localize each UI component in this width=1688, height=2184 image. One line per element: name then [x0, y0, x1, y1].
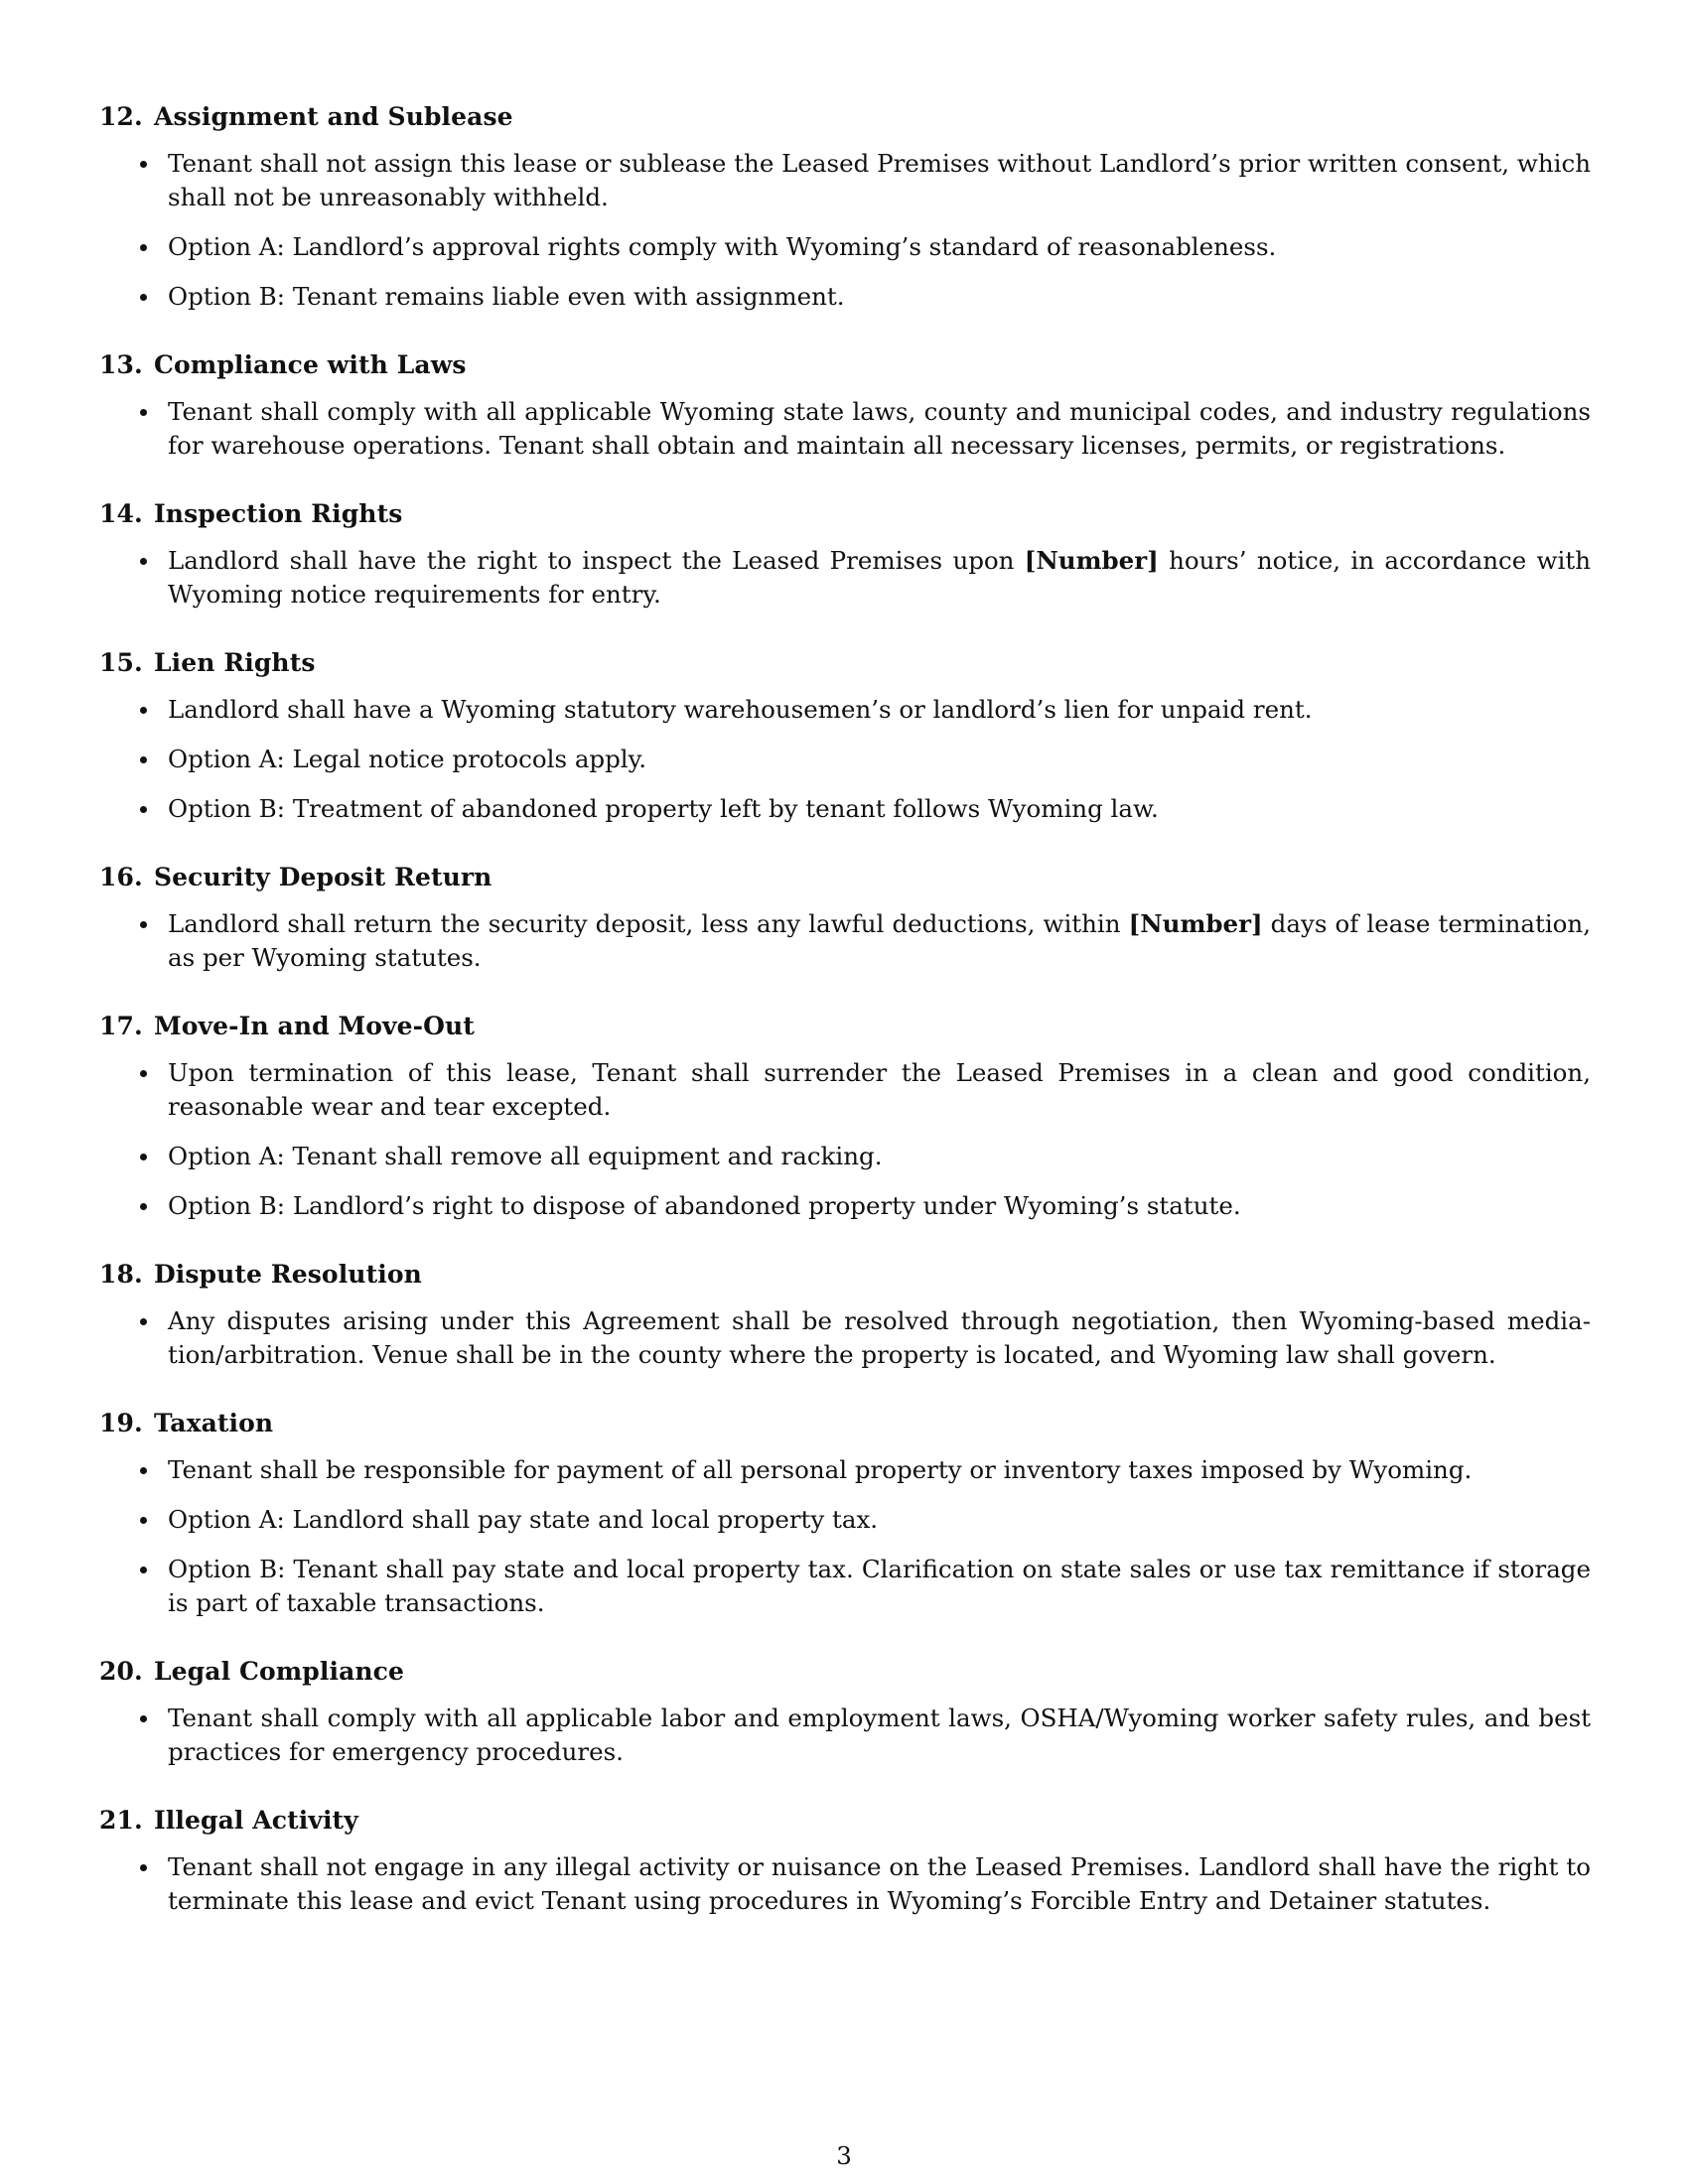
bullet-text: Option B: Tenant shall pay state and local property tax. Clarification on state sales or use tax remittance if storage is part of taxable transactions. — [168, 1555, 1591, 1617]
document-body — [99, 99, 1591, 1952]
bullet-text: Tenant shall comply with all applicable Wyoming state laws, county and municipal codes, and industry regulations for warehouse operations. Tenant shall obtain and maintain all necessary licenses, permits, or registrations. — [168, 397, 1591, 460]
bullet-text: hours’ notice, in accordance with Wyoming notice requirements for entry. — [168, 546, 1591, 609]
clause-bullet-item — [99, 1304, 1591, 1372]
clause-number: 15. — [99, 648, 143, 677]
bullet-text: Option B: Treatment of abandoned property left by tenant follows Wyoming law. — [168, 794, 1159, 823]
clause-bullet-item — [99, 544, 1591, 612]
clause-heading — [99, 1009, 1591, 1044]
bullet-text: Option B: Tenant remains liable even with assignment. — [168, 282, 845, 311]
clause-number: 17. — [99, 1012, 143, 1040]
bullet-text: Tenant shall not engage in any illegal activity or nuisance on the Leased Premises. Landlord shall have the right to terminate this lease and evict Tenant using procedures in Wyoming’s Forcible Entry and Detainer statutes. — [168, 1852, 1591, 1915]
clause-bullet-item — [99, 1553, 1591, 1620]
clause-heading — [99, 1406, 1591, 1441]
clause-bullet-item — [99, 1453, 1591, 1487]
clause-title: Compliance with Laws — [154, 350, 467, 379]
clause-bullet-item — [99, 1702, 1591, 1769]
clause-title: Security Deposit Return — [154, 863, 492, 891]
clause-bullet-item — [99, 907, 1591, 975]
clause-heading — [99, 645, 1591, 681]
clause-section — [99, 1406, 1591, 1620]
clause-bullet-item — [99, 1503, 1591, 1537]
clause-section — [99, 645, 1591, 826]
clause-bullet-list — [99, 693, 1591, 826]
clause-bullet-item — [99, 1140, 1591, 1173]
bullet-text: Tenant shall not assign this lease or sublease the Leased Premises without Landlord’s prior written consent, which shall not be unreasonably withheld. — [168, 149, 1591, 211]
bullet-text: Landlord shall have a Wyoming statutory warehousemen’s or landlord’s lien for unpaid rent. — [168, 695, 1313, 724]
clause-bullet-list — [99, 147, 1591, 314]
clause-title: Taxation — [154, 1409, 274, 1437]
clause-bullet-item — [99, 1056, 1591, 1124]
clause-bullet-item — [99, 1189, 1591, 1223]
bullet-text: Option A: Tenant shall remove all equipment and racking. — [168, 1142, 883, 1170]
clause-number: 13. — [99, 350, 143, 379]
clause-section — [99, 1257, 1591, 1372]
clause-bullet-item — [99, 693, 1591, 727]
clause-bullet-item — [99, 792, 1591, 826]
clause-title: Illegal Activity — [154, 1806, 358, 1835]
clause-section — [99, 860, 1591, 975]
clause-bullet-item — [99, 743, 1591, 776]
clause-heading — [99, 496, 1591, 532]
bullet-text: Option B: Landlord’s right to dispose of abandoned property under Wyoming’s statute. — [168, 1191, 1241, 1220]
clause-heading — [99, 99, 1591, 135]
clause-heading — [99, 860, 1591, 895]
clause-title: Assignment and Sublease — [154, 102, 513, 131]
clause-bullet-item — [99, 147, 1591, 214]
clause-number: 16. — [99, 863, 143, 891]
bullet-text: Landlord shall have the right to inspect the Leased Premises upon — [168, 546, 1025, 575]
clause-section — [99, 496, 1591, 612]
clause-section — [99, 1009, 1591, 1223]
bullet-text: Tenant shall comply with all applicable labor and employment laws, OSHA/Wyoming worker safety rules, and best practices for emergency procedures. — [168, 1704, 1591, 1766]
clause-number: 14. — [99, 499, 143, 528]
clause-heading — [99, 347, 1591, 383]
bullet-text: Landlord shall return the security deposit, less any lawful deductions, within — [168, 909, 1129, 938]
clause-bullet-list — [99, 1702, 1591, 1769]
clause-bullet-list — [99, 1056, 1591, 1223]
clause-title: Move-In and Move-Out — [154, 1012, 475, 1040]
clause-bullet-list — [99, 1453, 1591, 1620]
clause-heading — [99, 1654, 1591, 1690]
clause-number: 18. — [99, 1260, 143, 1289]
clause-bullet-item — [99, 280, 1591, 314]
bullet-text: Tenant shall be responsible for payment of all personal property or inventory taxes imposed by Wyoming. — [168, 1455, 1473, 1484]
bullet-text: Option A: Legal notice protocols apply. — [168, 745, 646, 773]
bullet-text: Any disputes arising under this Agreement shall be resolved through negotiation, then Wyoming-based mediation/arbitration. Venue shall be in the county where the property is located, and Wyoming law shall govern. — [168, 1306, 1591, 1369]
clause-number: 12. — [99, 102, 143, 131]
clause-section — [99, 1803, 1591, 1918]
clause-bullet-item — [99, 230, 1591, 264]
clause-section — [99, 99, 1591, 314]
clause-bullet-list — [99, 1304, 1591, 1372]
page-number: 3 — [836, 2141, 852, 2170]
clause-heading — [99, 1803, 1591, 1839]
bullet-text: Option A: Landlord shall pay state and local property tax. — [168, 1505, 879, 1534]
clause-bullet-item — [99, 395, 1591, 463]
bullet-text: Upon termination of this lease, Tenant shall surrender the Leased Premises in a clean and good condition, reasonable wear and tear excepted. — [168, 1058, 1591, 1121]
clause-number: 19. — [99, 1409, 143, 1437]
clause-section — [99, 347, 1591, 463]
clause-title: Dispute Resolution — [154, 1260, 422, 1289]
bullet-text: days of lease termination, as per Wyoming statutes. — [168, 909, 1591, 972]
clause-bullet-item — [99, 1850, 1591, 1918]
clause-number: 21. — [99, 1806, 143, 1835]
clause-title: Lien Rights — [154, 648, 316, 677]
clause-title: Inspection Rights — [154, 499, 403, 528]
clause-bullet-list — [99, 395, 1591, 463]
clause-bullet-list — [99, 1850, 1591, 1918]
clause-bullet-list — [99, 544, 1591, 612]
clause-section — [99, 1654, 1591, 1769]
clause-heading — [99, 1257, 1591, 1293]
bullet-text: Option A: Landlord’s approval rights comply with Wyoming’s standard of reasonableness. — [168, 232, 1277, 261]
clause-title: Legal Compliance — [154, 1657, 404, 1686]
number-placeholder: [Number] — [1128, 909, 1263, 938]
number-placeholder: [Number] — [1024, 546, 1159, 575]
clause-number: 20. — [99, 1657, 143, 1686]
clause-bullet-list — [99, 907, 1591, 975]
